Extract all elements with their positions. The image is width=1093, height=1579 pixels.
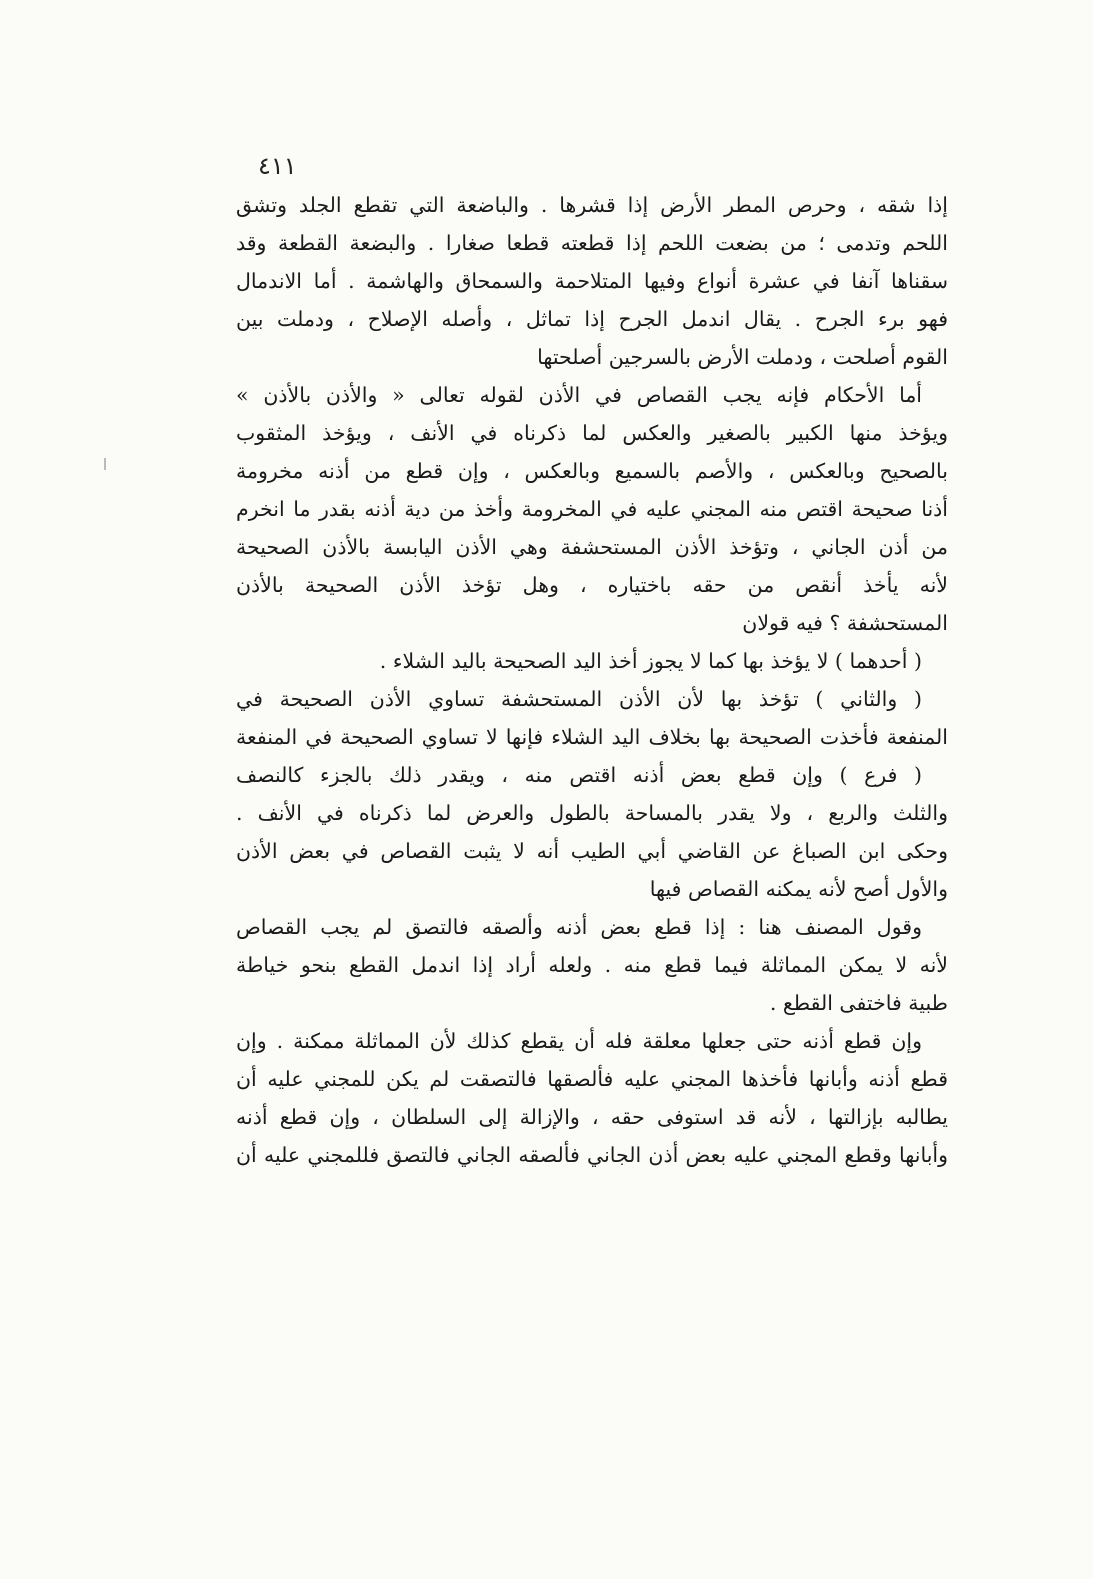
text-line: وإن قطع أذنه حتى جعلها معلقة فله أن يقطع كذلك لأن المماثلة ممكنة . وإن xyxy=(236,1029,922,1053)
text-line: ( والثاني ) تؤخذ بها لأن الأذن المستحشفة تساوي الأذن الصحيحة في xyxy=(236,687,922,711)
text-line: بالصحيح وبالعكس ، والأصم بالسميع وبالعكس ، وإن قطع من أذنه مخرومة xyxy=(236,459,948,483)
text-line: لأنه لا يمكن المماثلة فيما قطع منه . ولعله أراد إذا اندمل القطع بنحو خياطة xyxy=(236,953,948,977)
text-line: يطالبه بإزالتها ، لأنه قد استوفى حقه ، والإزالة إلى السلطان ، وإن قطع أذنه xyxy=(236,1105,948,1129)
text-line: والأول أصح لأنه يمكنه القصاص فيها xyxy=(649,877,948,901)
text-line: سقناها آنفا في عشرة أنواع وفيها المتلاحمة والسمحاق والهاشمة . أما الاندمال xyxy=(236,269,948,293)
text-line: وحكى ابن الصباغ عن القاضي أبي الطيب أنه لا يثبت القصاص في بعض الأذن xyxy=(236,839,948,863)
text-line: ويؤخذ منها الكبير بالصغير والعكس لما ذكرناه في الأنف ، ويؤخذ المثقوب xyxy=(236,421,948,445)
text-line: إذا شقه ، وحرص المطر الأرض إذا قشرها . والباضعة التي تقطع الجلد وتشق xyxy=(236,193,948,217)
text-line: وقول المصنف هنا : إذا قطع بعض أذنه وألصقه فالتصق لم يجب القصاص xyxy=(236,915,922,939)
margin-mark xyxy=(104,458,106,470)
text-line: فهو برء الجرح . يقال اندمل الجرح إذا تماثل ، وأصله الإصلاح ، ودملت بين xyxy=(236,307,948,331)
text-line: القوم أصلحت ، ودملت الأرض بالسرجين أصلحتها xyxy=(537,345,948,369)
text-line: المنفعة فأخذت الصحيحة بها بخلاف اليد الشلاء فإنها لا تساوي الصحيحة في المنفعة xyxy=(236,725,948,749)
text-line: اللحم وتدمى ؛ من بضعت اللحم إذا قطعته قطعا صغارا . والبضعة القطعة وقد xyxy=(236,231,948,255)
text-line: ( فرع ) وإن قطع بعض أذنه اقتص منه ، ويقدر ذلك بالجزء كالنصف xyxy=(236,763,922,787)
text-line: وأبانها وقطع المجني عليه بعض أذن الجاني فألصقه الجاني فالتصق فللمجني عليه أن xyxy=(236,1143,948,1167)
text-line: أذنا صحيحة اقتص منه المجني عليه في المخرومة وأخذ من دية أذنه بقدر ما انخرم xyxy=(236,497,948,521)
text-line: ( أحدهما ) لا يؤخذ بها كما لا يجوز أخذ اليد الصحيحة باليد الشلاء . xyxy=(379,649,922,673)
text-line: المستحشفة ؟ فيه قولان xyxy=(742,611,948,635)
text-line: طبية فاختفى القطع . xyxy=(769,991,948,1015)
text-line: والثلث والربع ، ولا يقدر بالمساحة بالطول والعرض لما ذكرناه في الأنف . xyxy=(236,801,948,825)
body-text xyxy=(236,186,948,1174)
page-number: ٤١١ xyxy=(258,152,297,180)
text-line: من أذن الجاني ، وتؤخذ الأذن المستحشفة وهي الأذن اليابسة بالأذن الصحيحة xyxy=(236,535,948,559)
text-line: أما الأحكام فإنه يجب القصاص في الأذن لقوله تعالى « والأذن بالأذن » xyxy=(236,383,922,407)
text-line: لأنه يأخذ أنقص من حقه باختياره ، وهل تؤخذ الأذن الصحيحة بالأذن xyxy=(236,573,948,597)
text-line: قطع أذنه وأبانها فأخذها المجني عليه فألصقها فالتصقت لم يكن للمجني عليه أن xyxy=(236,1067,948,1091)
